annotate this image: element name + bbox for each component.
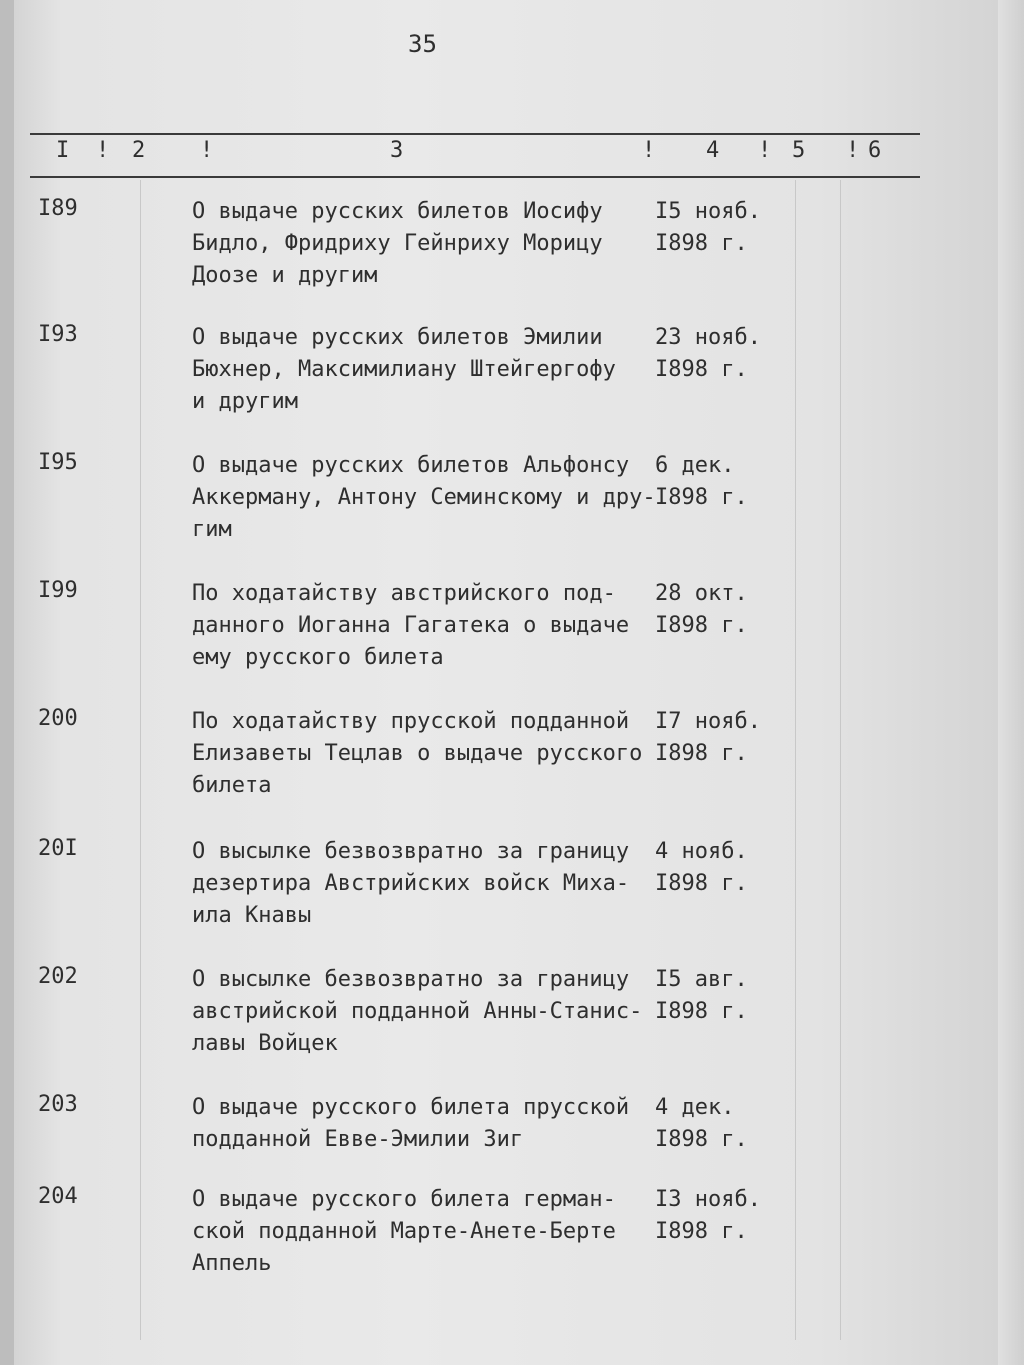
entry-description-line: ему русского билета bbox=[192, 645, 444, 670]
entry-description-line: О выдаче русских билетов Иосифу bbox=[192, 199, 603, 224]
header-separator: ! bbox=[758, 138, 772, 163]
entry-date-year: I898 г. bbox=[655, 1127, 748, 1152]
entry-description-line: билета bbox=[192, 773, 272, 798]
entry-date-year: I898 г. bbox=[655, 1219, 748, 1244]
entry-number: I93 bbox=[38, 322, 78, 347]
entry-description-line: лавы Войцек bbox=[192, 1031, 338, 1056]
entry-date-day: I5 авг. bbox=[655, 967, 748, 992]
entry-number: 202 bbox=[38, 964, 78, 989]
entry-description-line: ила Кнавы bbox=[192, 903, 312, 928]
entry-number: I99 bbox=[38, 578, 78, 603]
entry-number: 203 bbox=[38, 1092, 78, 1117]
list-item bbox=[0, 322, 1024, 422]
entry-date bbox=[655, 706, 761, 770]
entry-date-day: I5 нояб. bbox=[655, 199, 761, 224]
entry-date bbox=[655, 450, 748, 514]
entry-description-line: О выдаче русских билетов Эмилии bbox=[192, 325, 603, 350]
header-col-3: 3 bbox=[390, 138, 404, 163]
entry-description bbox=[192, 322, 652, 418]
entry-date-year: I898 г. bbox=[655, 613, 748, 638]
entry-description-line: Елизаветы Тецлав о выдаче русского bbox=[192, 741, 643, 766]
entry-description-line: Доозе и другим bbox=[192, 263, 378, 288]
entry-date bbox=[655, 964, 748, 1028]
header-col-6: 6 bbox=[868, 138, 882, 163]
entry-date bbox=[655, 196, 761, 260]
header-rule-top bbox=[30, 133, 920, 135]
header-col-5: 5 bbox=[792, 138, 806, 163]
entry-description bbox=[192, 1184, 652, 1280]
header-col-4: 4 bbox=[706, 138, 720, 163]
entry-date-year: I898 г. bbox=[655, 741, 748, 766]
entry-date-year: I898 г. bbox=[655, 999, 748, 1024]
entry-description-line: О выдаче русского билета прусской bbox=[192, 1095, 630, 1120]
list-item bbox=[0, 836, 1024, 936]
list-item bbox=[0, 196, 1024, 296]
entry-description-line: О выдаче русского билета герман- bbox=[192, 1187, 616, 1212]
entry-number: 204 bbox=[38, 1184, 78, 1209]
column-header-row bbox=[30, 138, 920, 172]
entry-number: I95 bbox=[38, 450, 78, 475]
entry-number: 20I bbox=[38, 836, 78, 861]
entry-date-day: I3 нояб. bbox=[655, 1187, 761, 1212]
entry-description-line: Бидло, Фридриху Гейнриху Морицу bbox=[192, 231, 603, 256]
entry-date bbox=[655, 322, 761, 386]
list-item bbox=[0, 706, 1024, 806]
entry-date-day: 4 нояб. bbox=[655, 839, 748, 864]
entry-description-line: Бюхнер, Максимилиану Штейгергофу bbox=[192, 357, 616, 382]
entry-date bbox=[655, 1184, 761, 1248]
list-item bbox=[0, 450, 1024, 550]
entry-description-line: О выдаче русских билетов Альфонсу bbox=[192, 453, 630, 478]
entry-number: 200 bbox=[38, 706, 78, 731]
list-item bbox=[0, 578, 1024, 678]
entry-description-line: гим bbox=[192, 517, 232, 542]
entry-description bbox=[192, 196, 652, 292]
entry-description-line: и другим bbox=[192, 389, 298, 414]
entry-description bbox=[192, 836, 652, 932]
header-col-1: I bbox=[56, 138, 70, 163]
header-separator: ! bbox=[96, 138, 110, 163]
header-col-2: 2 bbox=[132, 138, 146, 163]
entry-description bbox=[192, 1092, 652, 1156]
entry-description-line: По ходатайству австрийского под- bbox=[192, 581, 616, 606]
header-separator: ! bbox=[200, 138, 214, 163]
entry-date-day: I7 нояб. bbox=[655, 709, 761, 734]
entry-date-day: 23 нояб. bbox=[655, 325, 761, 350]
entry-date-day: 28 окт. bbox=[655, 581, 748, 606]
entry-description-line: дезертира Австрийских войск Миха- bbox=[192, 871, 630, 896]
header-rule-bottom bbox=[30, 176, 920, 178]
entry-description-line: Аккерману, Антону Семинскому и дру- bbox=[192, 485, 656, 510]
entry-date-year: I898 г. bbox=[655, 485, 748, 510]
entry-description-line: подданной Евве-Эмилии Зиг bbox=[192, 1127, 524, 1152]
entry-description bbox=[192, 450, 656, 546]
entry-date bbox=[655, 1092, 748, 1156]
entry-date-year: I898 г. bbox=[655, 231, 748, 256]
list-item bbox=[0, 964, 1024, 1064]
entry-date bbox=[655, 578, 748, 642]
entry-description-line: австрийской подданной Анны-Станис- bbox=[192, 999, 643, 1024]
entry-description bbox=[192, 578, 652, 674]
entry-description-line: По ходатайству прусской подданной bbox=[192, 709, 630, 734]
entry-description-line: Аппель bbox=[192, 1251, 272, 1276]
entry-description-line: ской подданной Марте-Анете-Берте bbox=[192, 1219, 616, 1244]
entry-date bbox=[655, 836, 748, 900]
header-separator: ! bbox=[642, 138, 656, 163]
entry-description bbox=[192, 706, 652, 802]
header-separator: ! bbox=[846, 138, 860, 163]
entry-description bbox=[192, 964, 652, 1060]
entry-description-line: О высылке безвозвратно за границу bbox=[192, 839, 630, 864]
entry-date-year: I898 г. bbox=[655, 357, 748, 382]
list-item bbox=[0, 1092, 1024, 1192]
entry-description-line: О высылке безвозвратно за границу bbox=[192, 967, 630, 992]
entry-date-year: I898 г. bbox=[655, 871, 748, 896]
entry-date-day: 6 дек. bbox=[655, 453, 735, 478]
entry-number: I89 bbox=[38, 196, 78, 221]
entry-description-line: данного Иоганна Гагатека о выдаче bbox=[192, 613, 630, 638]
list-item bbox=[0, 1184, 1024, 1284]
entry-date-day: 4 дек. bbox=[655, 1095, 735, 1120]
page-number: 35 bbox=[408, 30, 437, 58]
